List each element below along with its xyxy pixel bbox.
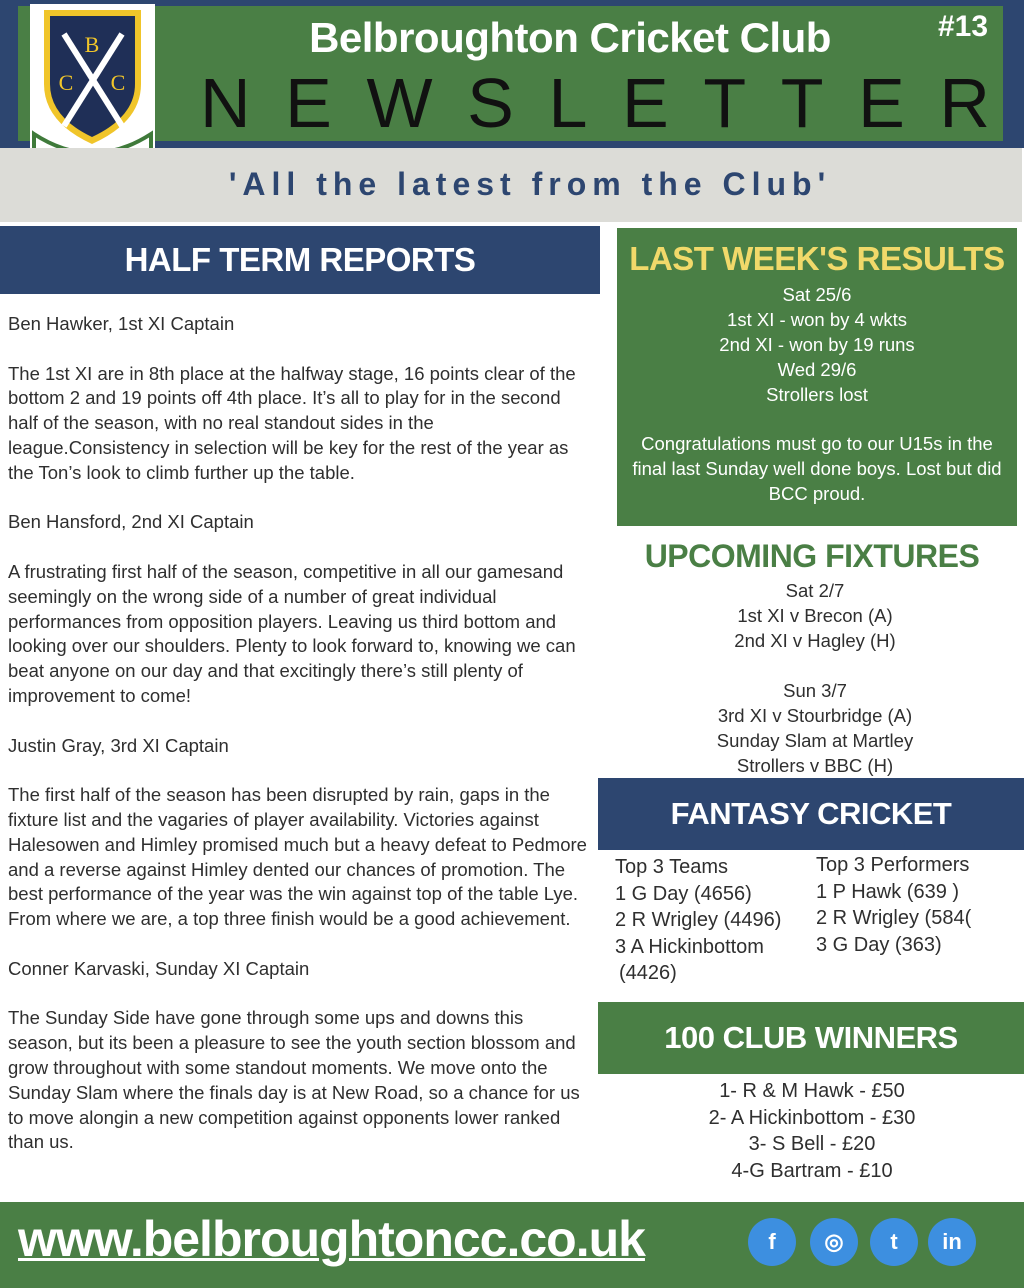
results-list [617, 282, 1017, 407]
website-link[interactable]: www.belbroughtoncc.co.uk [18, 1211, 645, 1267]
issue-number: #13 [938, 10, 989, 43]
fixture-line: 2nd XI v Hagley (H) [734, 630, 896, 651]
fixture-line: 1st XI v Brecon (A) [737, 605, 893, 626]
title-letter: S [467, 64, 514, 142]
crest-initial-right: C [110, 70, 126, 95]
result-line: Strollers lost [766, 384, 868, 405]
fixture-line: Sun 3/7 [783, 680, 847, 701]
title-letter: N [200, 64, 251, 142]
half-term-reports-body [8, 312, 588, 1180]
fantasy-team-entry: 3 A Hickinbottom [615, 935, 764, 958]
result-line: 1st XI - won by 4 wkts [727, 309, 907, 330]
result-line: Sat 25/6 [782, 284, 852, 305]
report-author: Ben Hansford, 2nd XI Captain [8, 511, 254, 533]
title-letter: T [780, 64, 824, 142]
result-line: 2nd XI - won by 19 runs [719, 334, 915, 355]
club-100-winners-list [600, 1078, 1024, 1184]
fixture-line: Sunday Slam at Martley [716, 730, 914, 751]
twitter-icon[interactable]: t [870, 1218, 918, 1266]
crest-initial-top: B [84, 32, 100, 57]
report-author: Justin Gray, 3rd XI Captain [8, 734, 229, 756]
title-letter: T [703, 64, 747, 142]
fixtures-heading: UPCOMING FIXTURES [644, 538, 980, 574]
winner-entry: 2- A Hickinbottom - £30 [708, 1106, 916, 1129]
newsletter-title [200, 64, 990, 142]
result-line: Wed 29/6 [777, 359, 857, 380]
results-panel [617, 228, 1017, 526]
club-crest-logo [30, 4, 155, 172]
report-text: A frustrating first half of the season, competitive in all our gamesand seemingly on the wrong side of a number of great individual performances from opposition players. Leaving us third bottom and looking over our shoulders. Plenty to look forward to, knowing we can beat anyone on our day and that excitingly there’s still plenty of improvement to come! [8, 560, 576, 706]
fantasy-teams-heading: Top 3 Teams [615, 856, 729, 878]
fantasy-performer-entry: 1 P Hawk (639 ) [816, 880, 960, 903]
report-author: Conner Karvaski, Sunday XI Captain [8, 957, 310, 979]
half-term-reports-heading: HALF TERM REPORTS [0, 226, 600, 294]
fixture-line: Sat 2/7 [785, 580, 845, 601]
facebook-icon[interactable]: f [748, 1218, 796, 1266]
title-letter: W [366, 64, 433, 142]
report-author: Ben Hawker, 1st XI Captain [8, 313, 235, 334]
winner-entry: 3- S Bell - £20 [748, 1133, 876, 1155]
report-text: The Sunday Side have gone through some ups and downs this season, but its been a pleasure to see the youth section blossom and grow throughout with some standout moments. We move onto the Sunday Slam where the finals day is at New Road, so a chance for us to move alongin a new competition against opponents lower ranked than us. [8, 1007, 580, 1153]
club-name-heading: Belbroughton Cricket Club [309, 14, 831, 61]
fantasy-top-performers [816, 852, 1021, 958]
instagram-icon[interactable]: ◎ [810, 1218, 858, 1266]
linkedin-icon[interactable]: in [928, 1218, 976, 1266]
report-text: The first half of the season has been disrupted by rain, gaps in the fixture list and the vagaries of player availability. Victories against Halesowen and Himley promised much but a heavy defeat to Pedmore and a reverse against Himley dented our chances of promotion. The best performance of the year was the win against top of the table Lye. From where we are, a top three finish would be a good achievement. [8, 784, 587, 930]
fantasy-team-entry: 1 G Day (4656) [615, 882, 752, 905]
fantasy-team-entry: (4426) [619, 962, 677, 984]
fantasy-top-teams [615, 854, 810, 987]
fantasy-cricket-heading: FANTASY CRICKET [598, 778, 1024, 850]
winner-entry: 4-G Bartram - £10 [731, 1159, 893, 1182]
winner-entry: 1- R & M Hawk - £50 [719, 1080, 905, 1102]
results-congratulations: Congratulations must go to our U15s in the final last Sunday well done boys. Lost but did BCC proud. [632, 433, 1002, 504]
title-letter: E [858, 64, 905, 142]
results-heading: LAST WEEK'S RESULTS [629, 240, 1005, 277]
title-letter: E [285, 64, 332, 142]
title-letter: L [548, 64, 588, 142]
fantasy-performer-entry: 2 R Wrigley (584( [816, 907, 972, 929]
fixtures-list [610, 578, 1020, 778]
crest-initial-left: C [58, 70, 74, 95]
fantasy-team-entry: 2 R Wrigley (4496) [615, 909, 782, 931]
fantasy-performers-heading: Top 3 Performers [816, 854, 970, 876]
fantasy-performer-entry: 3 G Day (363) [816, 933, 942, 956]
club-100-heading: 100 CLUB WINNERS [598, 1002, 1024, 1074]
title-letter: R [939, 64, 990, 142]
fixture-line: 3rd XI v Stourbridge (A) [717, 705, 913, 726]
report-text: The 1st XI are in 8th place at the halfway stage, 16 points clear of the bottom 2 and 19 points off 4th place. It’s all to play for in the second half of the season, with no real standout sides in the league.Consistency in selection will be key for the rest of the year as the Ton’s look to climb further up the table. [8, 362, 576, 483]
title-letter: E [622, 64, 669, 142]
fixture-line: Strollers v BBC (H) [736, 755, 894, 776]
tagline: 'All the latest from the Club' [228, 166, 832, 202]
